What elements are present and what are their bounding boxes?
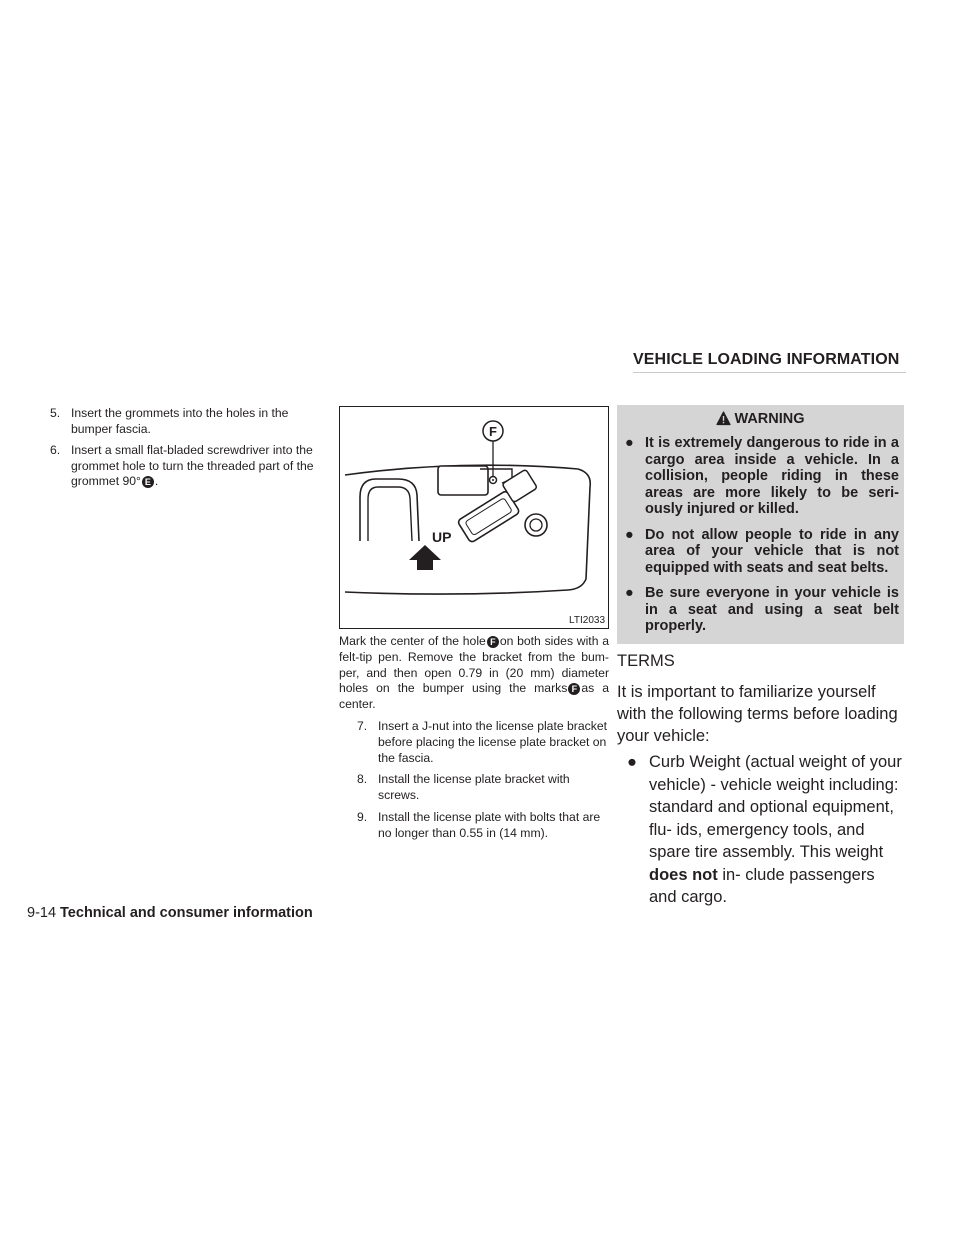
warning-icon	[716, 411, 731, 426]
step-number: 7.	[357, 718, 368, 733]
step-text: Insert the grommets into the holes in the bumper fascia.	[71, 406, 289, 436]
step-text: Install the license plate with bolts that are no longer than 0.55 in (14 mm).	[378, 809, 601, 840]
step-text: Insert a J-nut into the license plate bracket before placing the license plate bracket on the fascia.	[378, 718, 607, 765]
mark-instructions	[339, 634, 609, 713]
figure-code: LTI2033	[569, 615, 605, 626]
footer-section-name: Technical and consumer information	[60, 905, 313, 921]
warning-item	[623, 585, 899, 635]
paragraph-text: as a center.	[339, 681, 609, 712]
warning-item	[623, 527, 899, 577]
warning-title	[617, 411, 904, 427]
paragraph-text: on both sides with a felt-tip pen. Remove the bracket from the bum- per, and then open 0.79 in (20 mm) diameter holes on the bumper using the marks	[339, 634, 609, 696]
terms-intro: It is important to familiarize yourself with the following terms before loading your vehicle:	[617, 683, 898, 745]
bullet-icon: ●	[627, 753, 637, 771]
marker-e-icon: E	[142, 476, 154, 488]
paragraph-text: Mark the center of the hole	[339, 634, 486, 648]
page-footer	[27, 905, 313, 921]
terms-heading: TERMS	[617, 652, 675, 670]
warning-text: Do not allow people to ride in any area of your vehicle that is not equipped with seats and seat belts.	[645, 526, 899, 576]
step-number: 8.	[357, 772, 368, 787]
bumper-diagram	[340, 407, 608, 628]
page-number: 9-14	[27, 905, 57, 921]
left-column	[50, 406, 330, 496]
step-text-end: .	[154, 474, 159, 488]
up-arrow-icon	[409, 545, 441, 570]
step-5	[50, 406, 330, 437]
step-number: 9.	[357, 809, 368, 824]
license-bracket-figure	[339, 406, 609, 629]
step-text: Install the license plate bracket with screws.	[378, 772, 570, 803]
step-7	[357, 719, 609, 766]
arrow-label: UP	[432, 529, 452, 545]
heading-divider	[633, 372, 906, 373]
warning-box	[617, 405, 904, 644]
warning-text: Be sure everyone in your vehicle is in a seat and using a seat belt properly.	[645, 585, 899, 634]
section-heading: VEHICLE LOADING INFORMATION	[633, 351, 900, 368]
warning-item	[623, 435, 899, 518]
warning-text: It is extremely dangerous to ride in a cargo area inside a vehicle. In a collision, people riding in these areas are more likely to be seri- ously injured or killed.	[645, 435, 899, 517]
terms-list-item	[627, 751, 905, 909]
step-text: Insert a small flat-bladed screwdriver into the grommet hole to turn the threaded part of the grommet 90°	[71, 443, 314, 488]
callout-f-label: F	[489, 424, 497, 439]
marker-f-icon: F	[487, 636, 499, 648]
term-text: in- clude passengers and cargo.	[649, 865, 875, 906]
warning-title-text: WARNING	[734, 411, 805, 427]
steps-list	[339, 719, 609, 842]
term-text: Curb Weight (actual weight of your vehicle) - vehicle weight including: standard and optional equipment, flu- ids, emergency tools, and spare tire assembly. This weight	[649, 753, 902, 861]
step-6	[50, 443, 330, 490]
term-emphasis: does not	[649, 865, 718, 884]
step-number: 5.	[50, 406, 61, 420]
bullet-icon: ●	[625, 435, 634, 451]
bullet-icon: ●	[625, 585, 634, 601]
step-number: 6.	[50, 443, 61, 457]
step-9	[357, 810, 609, 842]
warning-list	[623, 435, 899, 644]
bullet-icon: ●	[625, 526, 634, 543]
middle-column	[339, 634, 609, 848]
marker-f-icon: F	[568, 683, 580, 695]
step-8	[357, 772, 609, 804]
